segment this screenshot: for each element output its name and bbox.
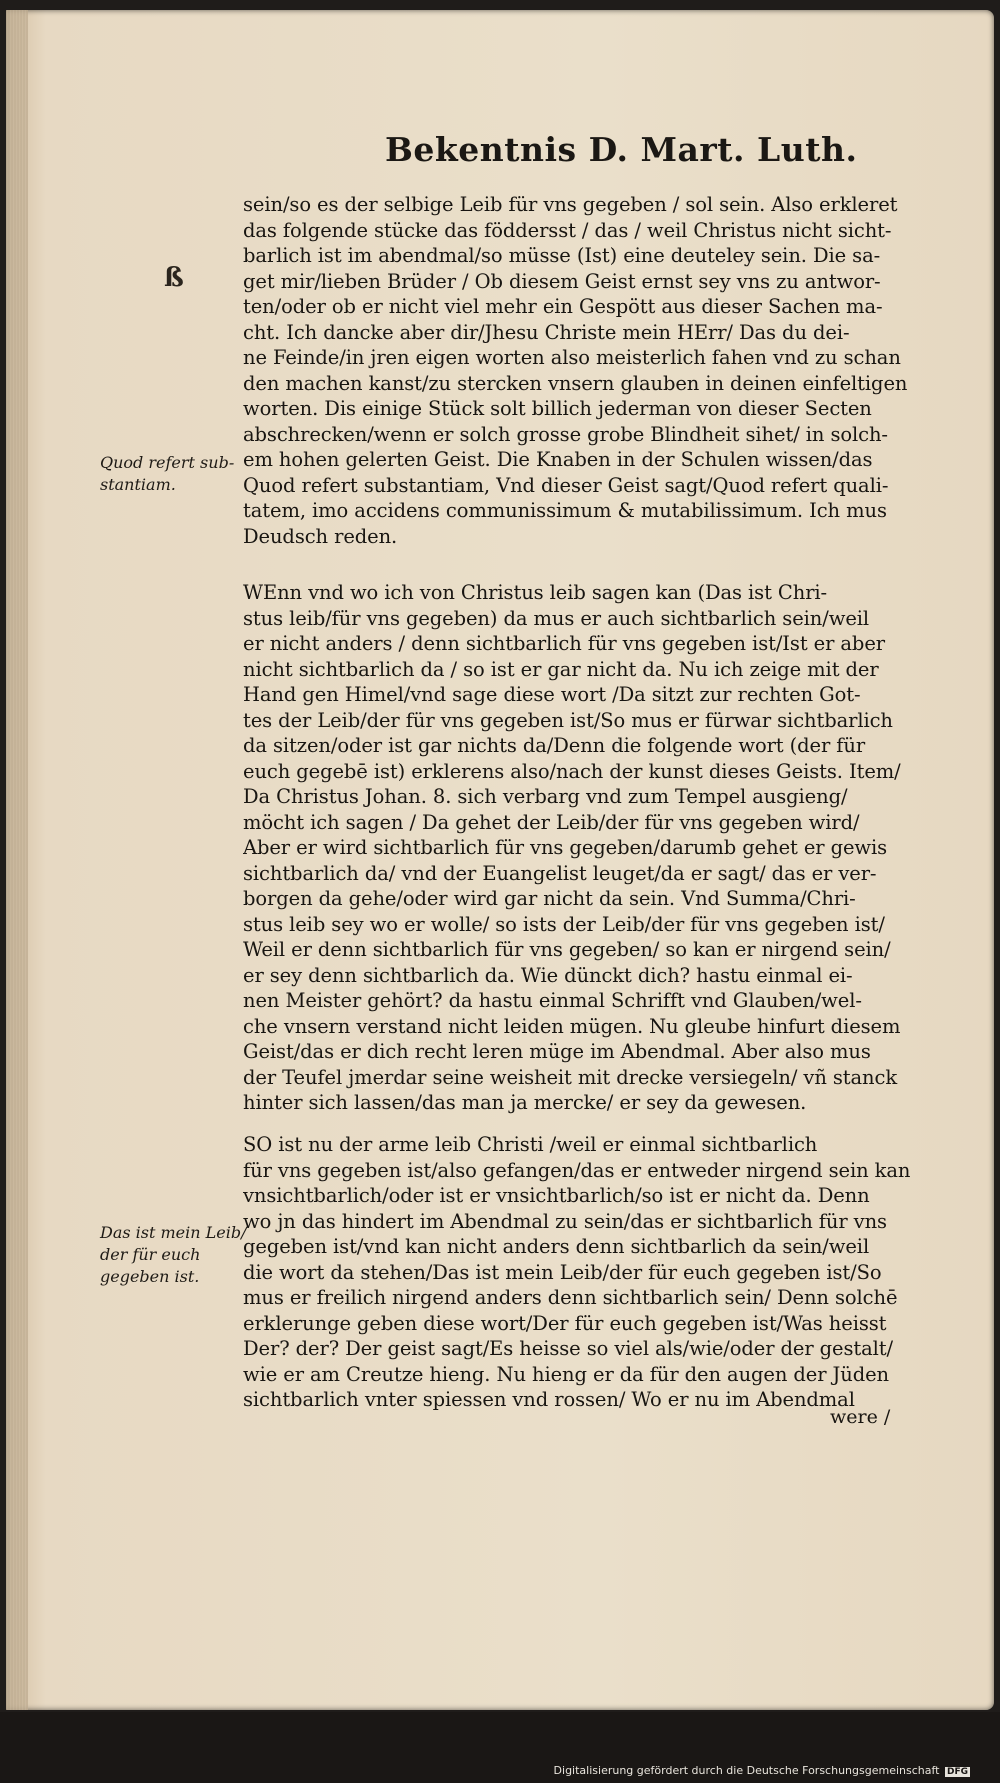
text-line: sichtbarlich vnter spiessen vnd rossen/ Wo er nu im Abendmal [243,1388,855,1411]
text-line: tes der Leib/der für vns gegeben ist/So mus er fürwar sichtbarlich [243,708,893,732]
text-line: möcht ich sagen / Da gehet der Leib/der für vns gegeben wird/ [243,810,860,834]
text-line: ten/oder ob er nicht viel mehr ein Gespött aus dieser Sachen ma- [243,295,883,318]
text-line: borgen da gehe/oder wird gar nicht da sein. Vnd Summa/Chri- [243,887,856,910]
margin-note-quod-refert: Quod refert substantiam. [100,453,235,494]
text-line: sein/so es der selbige Leib für vns gegeben / sol sein. Also erkleret [243,193,898,216]
text-line: stus leib/für vns gegeben) da mus er auch sichtbarlich sein/weil [243,606,870,630]
text-line: den machen kanst/zu stercken vnsern glauben in deinen einfeltigen [243,371,908,395]
text-line: barlich ist im abendmal/so müsse (Ist) eine deuteley sein. Die sa- [243,244,881,267]
text-line: cht. Ich dancke aber dir/Jhesu Christe mein HErr/ Das du dei- [243,320,850,344]
dfg-logo: DFG [946,1767,968,1777]
text-line: Geist/das er dich recht leren müge im Abendmal. Aber also mus [243,1040,871,1063]
text-line: SO ist nu der arme leib Christi /weil er einmal sichtbarlich [243,1133,818,1156]
text-line: em hohen gelerten Geist. Die Knaben in der Schulen wissen/das [243,448,873,471]
footer-credit-text: Digitalisierung gefördert durch die Deutsche Forschungsgemeinschaft [553,1764,940,1777]
text-line: wie er am Creutze hieng. Nu hieng er da für den augen der Jüden [243,1362,890,1386]
text-line: get mir/lieben Brüder / Ob diesem Geist ernst sey vns zu antwor- [243,269,881,293]
text-line: Da Christus Johan. 8. sich verbarg vnd zum Tempel ausgieng/ [243,785,848,808]
catchword: were / [830,1406,891,1428]
paragraph-1 [243,192,933,549]
text-line: gegeben ist/vnd kan nicht anders denn sichtbarlich da sein/weil [243,1235,870,1258]
text-line: er nicht anders / denn sichtbarlich für vns gegeben ist/Ist er aber [243,632,885,655]
text-line: vnsichtbarlich/oder ist er vnsichtbarlich/so ist er nicht da. Denn [243,1184,870,1207]
text-line: Deudsch reden. [243,524,398,548]
leaf-mark: ß [164,263,184,293]
text-line: das folgende stücke das föddersst / das / weil Christus nicht sicht- [243,218,892,242]
text-line: wo jn das hindert im Abendmal zu sein/das er sichtbarlich für vns [243,1209,887,1233]
text-line: nen Meister gehört? da hastu einmal Schrifft vnd Glauben/wel- [243,989,862,1012]
text-line: der Teufel jmerdar seine weisheit mit drecke versiegeln/ vñ stanck [243,1065,898,1089]
text-line: die wort da stehen/Das ist mein Leib/der für euch gegeben ist/So [243,1260,882,1284]
paragraph-3 [243,1132,933,1413]
paragraph-2 [243,580,933,1116]
text-line: che vnsern verstand nicht leiden mügen. Nu gleube hinfurt diesem [243,1014,901,1038]
text-line: da sitzen/oder ist gar nichts da/Denn die folgende wort (der für [243,734,866,757]
text-line: hinter sich lassen/das man ja mercke/ er sey da gewesen. [243,1091,807,1114]
text-line: stus leib sey wo er wolle/ so ists der Leib/der für vns gegeben ist/ [243,912,885,936]
text-line: Aber er wird sichtbarlich für vns gegeben/darumb gehet er gewis [243,836,888,859]
text-line: worten. Dis einige Stück solt billich jederman von dieser Secten [243,397,872,420]
text-line: mus er freilich nirgend anders denn sichtbarlich sein/ Denn solchē [243,1286,898,1309]
text-line: Quod refert substantiam, Vnd dieser Geist sagt/Quod refert quali- [243,473,889,497]
text-line: Der? der? Der geist sagt/Es heisse so viel als/wie/oder der gestalt/ [243,1337,894,1360]
text-line: für vns gegeben ist/also gefangen/das er entweder nirgend sein kan [243,1158,911,1182]
text-line: abschrecken/wenn er solch grosse grobe Blindheit sihet/ in solch- [243,422,888,446]
text-line: erklerunge geben diese wort/Der für euch gegeben ist/Was heisst [243,1311,887,1335]
running-head: Bekentnis D. Mart. Luth. [385,130,858,169]
text-line: WEnn vnd wo ich von Christus leib sagen kan (Das ist Chri- [243,581,828,604]
text-line: nicht sichtbarlich da / so ist er gar nicht da. Nu ich zeige mit der [243,657,879,681]
text-line: sichtbarlich da/ vnd der Euangelist leuget/da er sagt/ das er ver- [243,861,877,885]
text-line: ne Feinde/in jren eigen worten also meisterlich fahen vnd zu schan [243,346,901,369]
text-line: Weil er denn sichtbarlich für vns gegeben/ so kan er nirgend sein/ [243,938,891,961]
text-line: tatem, imo accidens communissimum & mutabilissimum. Ich mus [243,499,887,522]
footer-credit [554,1764,970,1777]
text-line: euch gegebē ist) erklerens also/nach der kunst dieses Geists. Item/ [243,759,901,783]
text-line: er sey denn sichtbarlich da. Wie dünckt dich? hastu einmal ei- [243,963,853,987]
text-line: Hand gen Himel/vnd sage diese wort /Da sitzt zur rechten Got- [243,683,861,706]
page-edge [6,10,28,1710]
margin-note-das-ist-mein-leib: Das ist mein Leib/ der für euch gegeben ist. [100,1223,247,1286]
